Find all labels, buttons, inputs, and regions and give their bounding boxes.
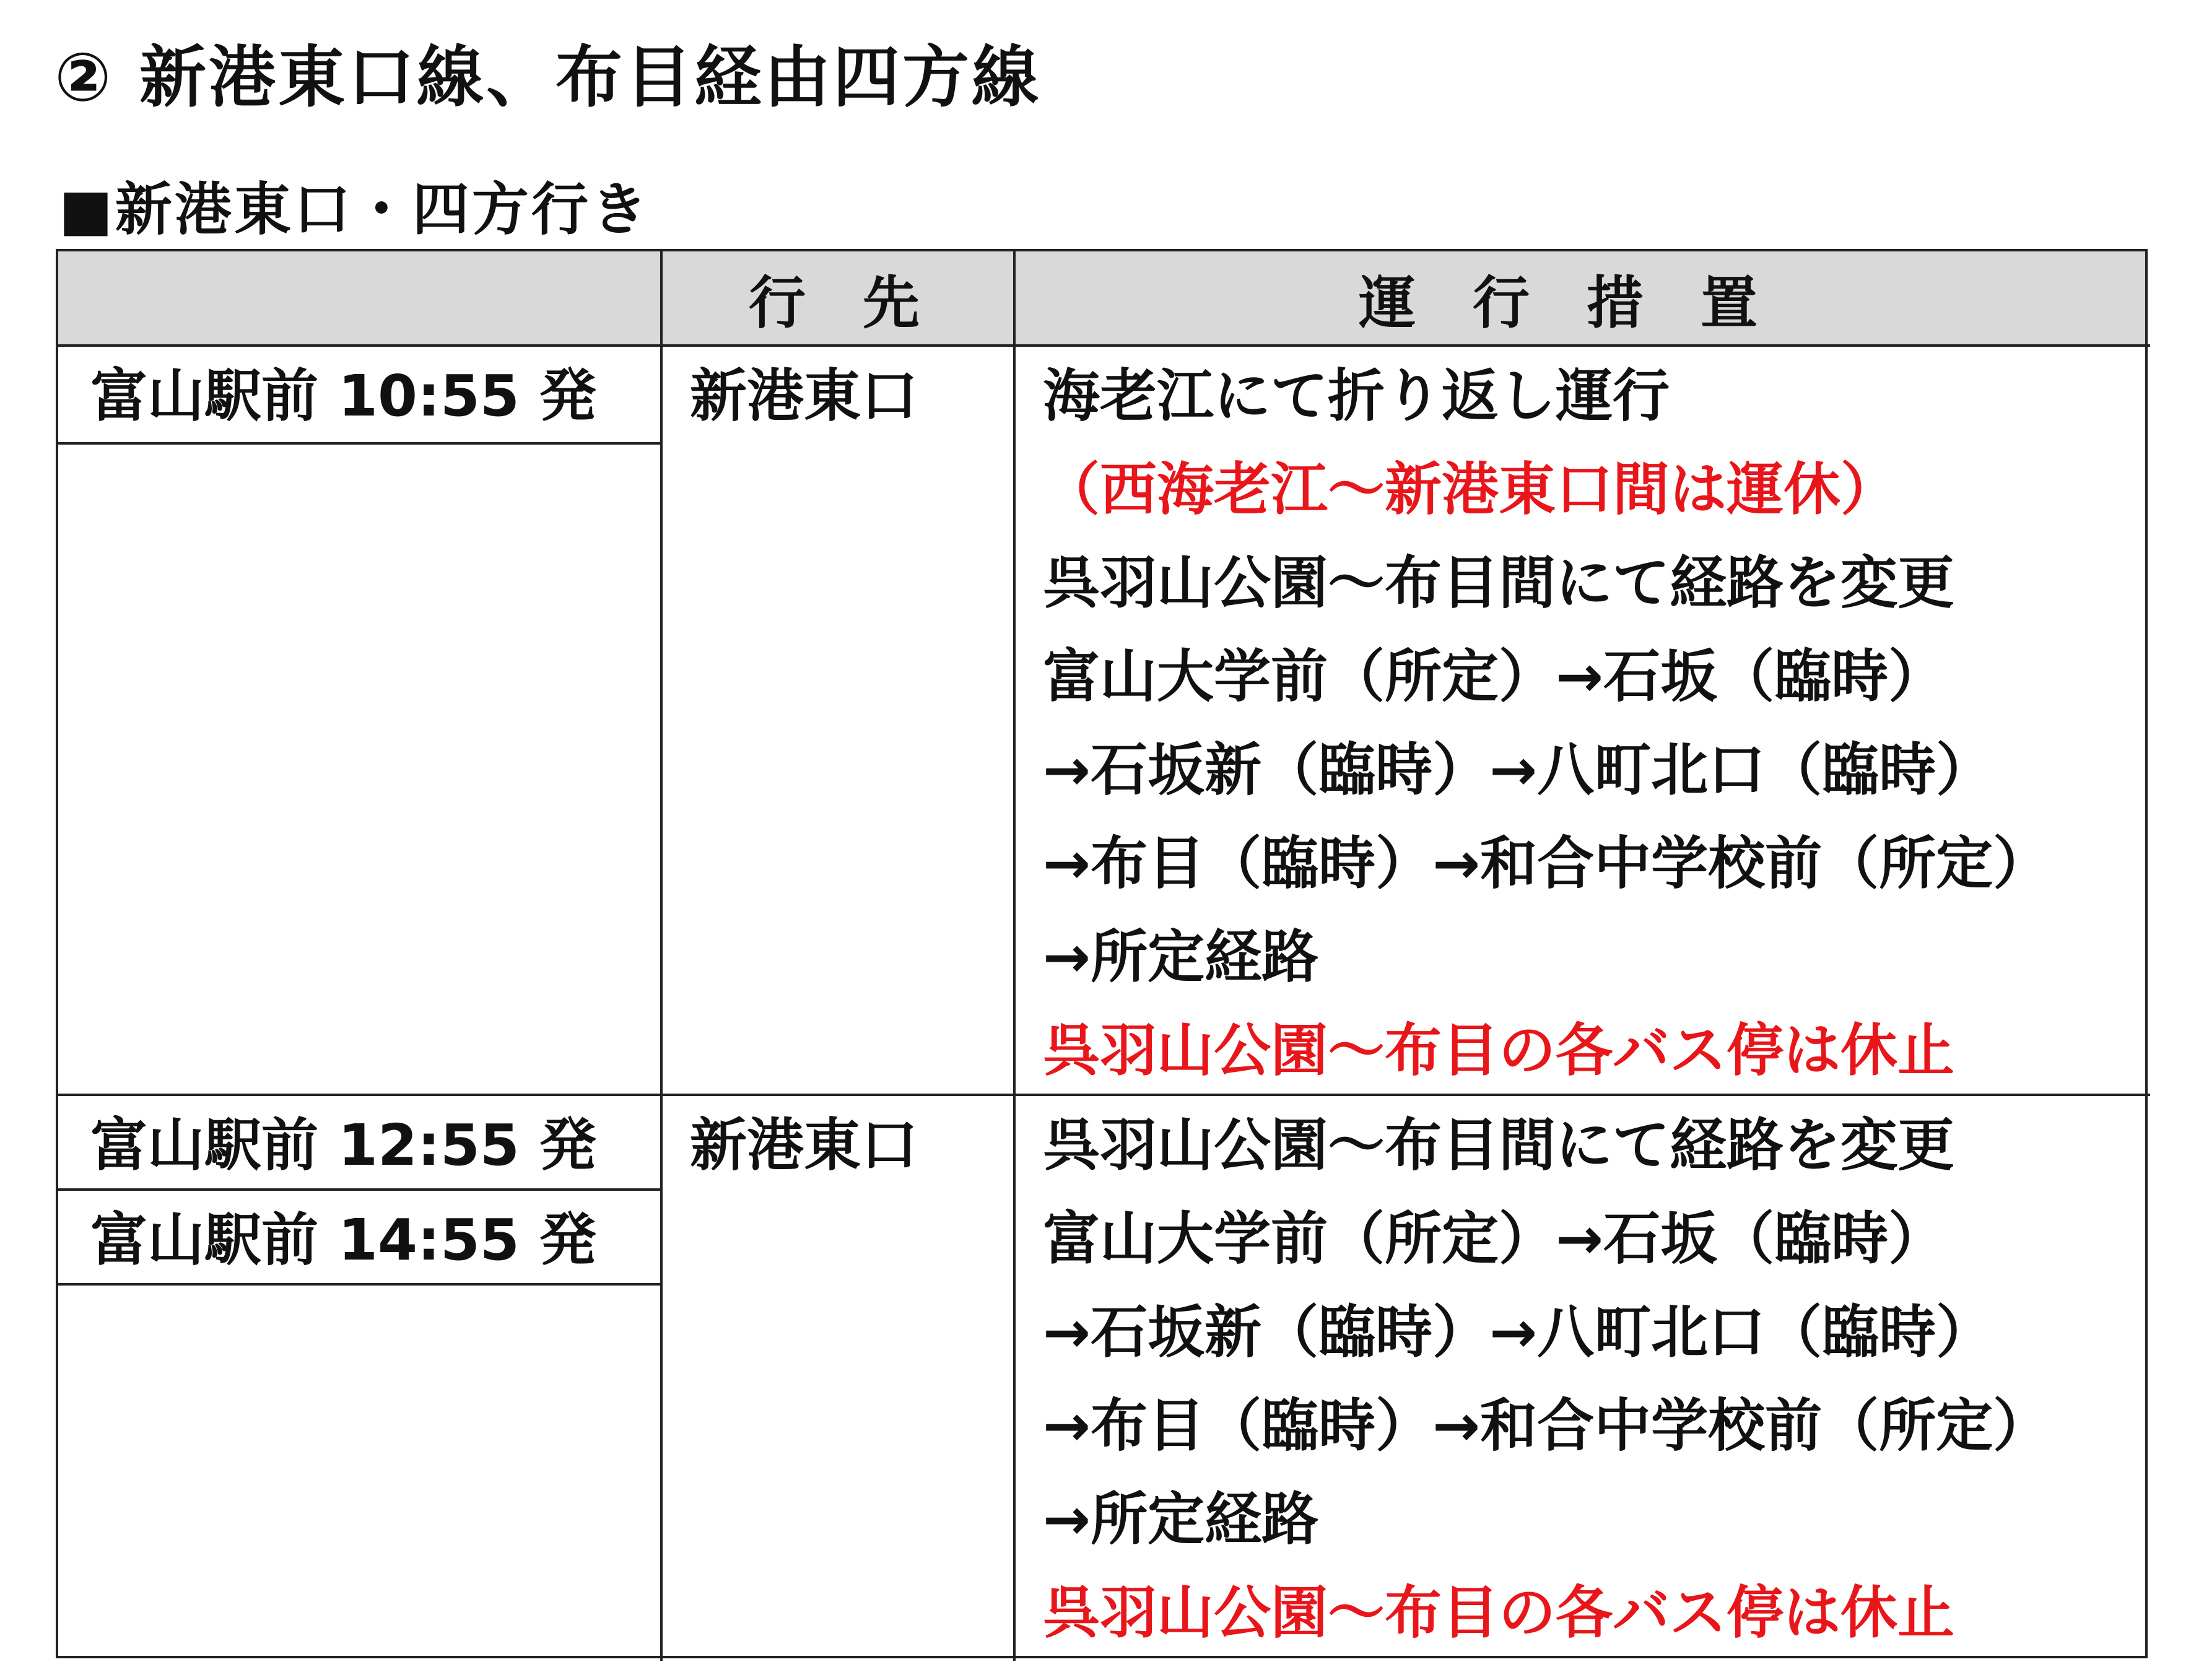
measure-line: →所定経路 <box>1043 1486 1319 1552</box>
schedule-table <box>56 249 2148 1658</box>
header-measures: 運 行 措 置 <box>1359 270 1758 336</box>
measure-line: 海老江にて折り返し運行 <box>1043 363 1670 429</box>
page-title: ② 新港東口線、布目経由四方線 <box>54 39 1042 116</box>
departure-divider <box>58 1283 661 1286</box>
destination: 新港東口 <box>690 1112 918 1178</box>
destination: 新港東口 <box>690 363 918 429</box>
departure-time: 富山駅前 14:55 発 <box>90 1207 596 1273</box>
measure-line: 呉羽山公園～布目間にて経路を変更 <box>1043 1112 1955 1178</box>
header-destination: 行 先 <box>749 270 920 336</box>
measure-line: 呉羽山公園～布目間にて経路を変更 <box>1043 550 1955 616</box>
measure-line-alert: （西海老江～新港東口間は運休） <box>1043 456 1898 523</box>
measure-line-alert: 呉羽山公園～布目の各バス停は休止 <box>1043 1017 1955 1084</box>
table-header <box>58 251 2145 344</box>
measure-line: →布目（臨時）→和合中学校前（所定） <box>1043 1393 2050 1459</box>
measure-line: →石坂新（臨時）→八町北口（臨時） <box>1043 1299 1993 1365</box>
measure-line-alert: 呉羽山公園～布目の各バス停は休止 <box>1043 1580 1955 1646</box>
departure-divider <box>58 1188 661 1191</box>
measure-line: 富山大学前（所定）→石坂（臨時） <box>1043 643 1946 710</box>
measure-line: →布目（臨時）→和合中学校前（所定） <box>1043 830 2050 897</box>
measure-line: →石坂新（臨時）→八町北口（臨時） <box>1043 737 1993 803</box>
column-divider <box>660 251 663 1661</box>
departure-time: 富山駅前 12:55 発 <box>90 1112 596 1178</box>
departure-divider <box>58 442 661 445</box>
column-divider <box>1013 251 1016 1661</box>
row-divider <box>58 1094 2150 1096</box>
measure-line: →所定経路 <box>1043 924 1319 990</box>
section-title: ■新港東口・四方行き <box>59 176 650 243</box>
measure-line: 富山大学前（所定）→石坂（臨時） <box>1043 1206 1946 1272</box>
header-divider <box>58 344 2150 347</box>
departure-time: 富山駅前 10:55 発 <box>90 363 596 429</box>
